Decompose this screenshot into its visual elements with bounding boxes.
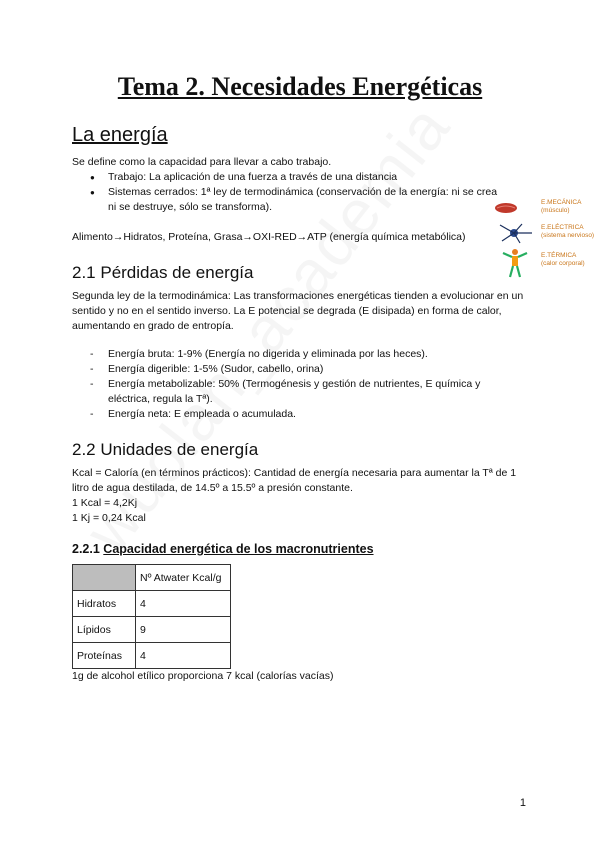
equation-kj: 1 Kj = 0,24 Kcal [72, 512, 146, 524]
list-item: - Energía neta: E empleada o acumulada. [90, 407, 510, 422]
losses-paragraph: Segunda ley de la termodinámica: Las transformaciones energéticas tienden a evolucionar en un sentido y no en el sentido inverso. La E potencial se degrada (E disipada) en forma de calor, aumentando en grado de entropía. [72, 290, 524, 332]
page-title: Tema 2. Necesidades Energéticas [117, 72, 483, 101]
alcohol-note: 1g de alcohol etílico proporciona 7 kcal (calorías vacías) [72, 670, 334, 682]
equation-kcal: 1 Kcal = 4,2Kj [72, 497, 138, 509]
table-cell-label: Proteínas [73, 643, 136, 669]
energy-bullet-list [90, 170, 500, 215]
neuron-icon [496, 222, 536, 244]
page-number: 1 [519, 797, 526, 809]
table-row [73, 643, 231, 669]
food-energy-line: Alimento→Hidratos, Proteína, Grasa→OXI-RED→ATP (energía química metabólica) [72, 231, 466, 243]
section-heading-energy: La energía [72, 124, 168, 146]
table-cell-value: 9 [136, 617, 231, 643]
section-number: 2.2.1 [72, 542, 100, 556]
table-cell-label: Hidratos [73, 591, 136, 617]
atwater-table [72, 564, 231, 669]
legend-thermal: E.TÉRMICA (calor corporal) [541, 252, 585, 267]
legend-electrical: E.ELÉCTRICA (sistema nervioso) [541, 224, 595, 239]
list-item: - Energía bruta: 1-9% (Energía no digerida y eliminada por las heces). [90, 347, 510, 362]
table-row [73, 617, 231, 643]
section-heading-capacity [72, 542, 374, 556]
table-row [73, 565, 231, 591]
losses-list [90, 347, 510, 422]
table-header-cell: Nº Atwater Kcal/g [136, 565, 231, 591]
table-header-cell [73, 565, 136, 591]
legend-mechanical: E.MECÁNICA (músculo) [541, 199, 582, 214]
kcal-definition: Kcal = Caloría (en términos prácticos): Cantidad de energía necesaria para aumentar la Tª de 1 litro de agua destilada, de 14.5º a 15.5º a presión constante. [72, 467, 517, 494]
list-item: ● Trabajo: La aplicación de una fuerza a través de una distancia [90, 170, 500, 185]
table-cell-label: Lípidos [73, 617, 136, 643]
list-item: ● Sistemas cerrados: 1ª ley de termodinámica (conservación de la energía: ni se crea ni se destruye, sólo se transforma). [90, 185, 500, 215]
body-heat-icon [500, 248, 530, 278]
energy-definition: Se define como la capacidad para llevar a cabo trabajo. [72, 156, 332, 168]
list-item: - Energía digerible: 1-5% (Sudor, cabello, orina) [90, 362, 510, 377]
table-cell-value: 4 [136, 643, 231, 669]
list-item: - Energía metabolizable: 50% (Termogénesis y gestión de nutrientes, E química y eléctrica, regula la Tª). [90, 377, 510, 407]
table-row [73, 591, 231, 617]
muscle-icon [494, 200, 518, 216]
section-heading-losses: 2.1 Pérdidas de energía [72, 263, 254, 282]
section-title: Capacidad energética de los macronutrientes [103, 542, 374, 556]
section-heading-units: 2.2 Unidades de energía [72, 440, 259, 459]
table-cell-value: 4 [136, 591, 231, 617]
